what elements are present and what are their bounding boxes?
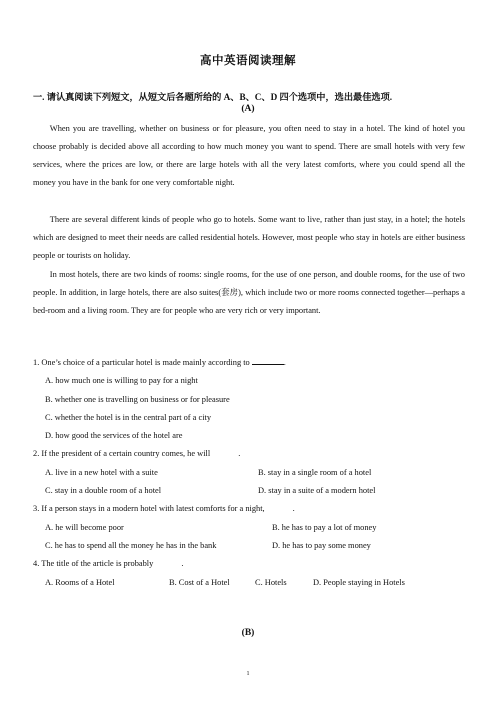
q3-option-b: B. he has to pay a lot of money: [272, 523, 377, 532]
q3-option-a: A. he will become poor: [45, 523, 124, 532]
paragraph-1: When you are travelling, whether on business or for pleasure, you often need to stay in a hotel. The kind of hotel you choose probably is decided above all according to how much money you want to spend. There are small hotels with very few services, where the prices are low, or there are large hotels with all the very latest comforts, where you could spend all the money you have in the bank for one very comfortable night.: [33, 124, 465, 188]
q4-option-c: C. Hotels: [255, 578, 287, 587]
page-title: 高中英语阅读理解: [200, 55, 296, 67]
q1-option-b: B. whether one is travelling on business or for pleasure: [45, 395, 230, 404]
passage-b-label: (B): [241, 628, 255, 638]
q2-option-a: A. live in a new hotel with a suite: [45, 468, 158, 477]
question-1: 1. One’s choice of a particular hotel is made mainly according to .: [33, 358, 286, 367]
paragraph-2: There are several different kinds of people who go to hotels. Some want to live, rather than just stay, in a hotel; the hotels which are designed to meet their needs are called residential hotels. However, most people who stay in hotels are either business people or tourists on holiday.: [33, 215, 465, 261]
q2-option-b: B. stay in a single room of a hotel: [258, 468, 372, 477]
q4-option-d: D. People staying in Hotels: [313, 578, 405, 587]
answer-blank: [252, 356, 284, 365]
question-2-stem: 2. If the president of a certain country comes, he will: [33, 449, 211, 458]
section-instructions: 一. 请认真阅读下列短文，从短文后各题所给的 A、B、C、D 四个选项中，选出最佳选项.: [33, 92, 393, 102]
question-4: 4. The title of the article is probably .: [33, 559, 184, 568]
q2-option-c: C. stay in a double room of a hotel: [45, 486, 162, 495]
q4-option-a: A. Rooms of a Hotel: [45, 578, 115, 587]
question-4-stem: 4. The title of the article is probably: [33, 559, 154, 568]
q1-option-d: D. how good the services of the hotel are: [45, 431, 183, 440]
q1-option-c: C. whether the hotel is in the central part of a city: [45, 413, 212, 422]
passage-a-label: (A): [241, 104, 255, 114]
q2-option-d: D. stay in a suite of a modern hotel: [258, 486, 376, 495]
question-1-stem: 1. One’s choice of a particular hotel is made mainly according to: [33, 358, 250, 367]
question-3-stem: 3. If a person stays in a modern hotel with latest comforts for a night,: [33, 504, 265, 513]
q4-option-b: B. Cost of a Hotel: [169, 578, 230, 587]
q3-option-c: C. he has to spend all the money he has in the bank: [45, 541, 217, 550]
paragraph-3: In most hotels, there are two kinds of rooms: single rooms, for the use of one person, and double rooms, for the use of two people. In addition, in large hotels, there are also suites(套房), which include two or more rooms connected together—perhaps a bed-room and a living room. They are for people who are very rich or very important.: [33, 270, 465, 316]
q3-option-d: D. he has to pay some money: [272, 541, 371, 550]
page-number: 1: [246, 671, 250, 677]
q1-option-a: A. how much one is willing to pay for a night: [45, 376, 198, 385]
question-2: 2. If the president of a certain country comes, he will .: [33, 449, 241, 458]
question-3: 3. If a person stays in a modern hotel with latest comforts for a night, .: [33, 504, 295, 513]
